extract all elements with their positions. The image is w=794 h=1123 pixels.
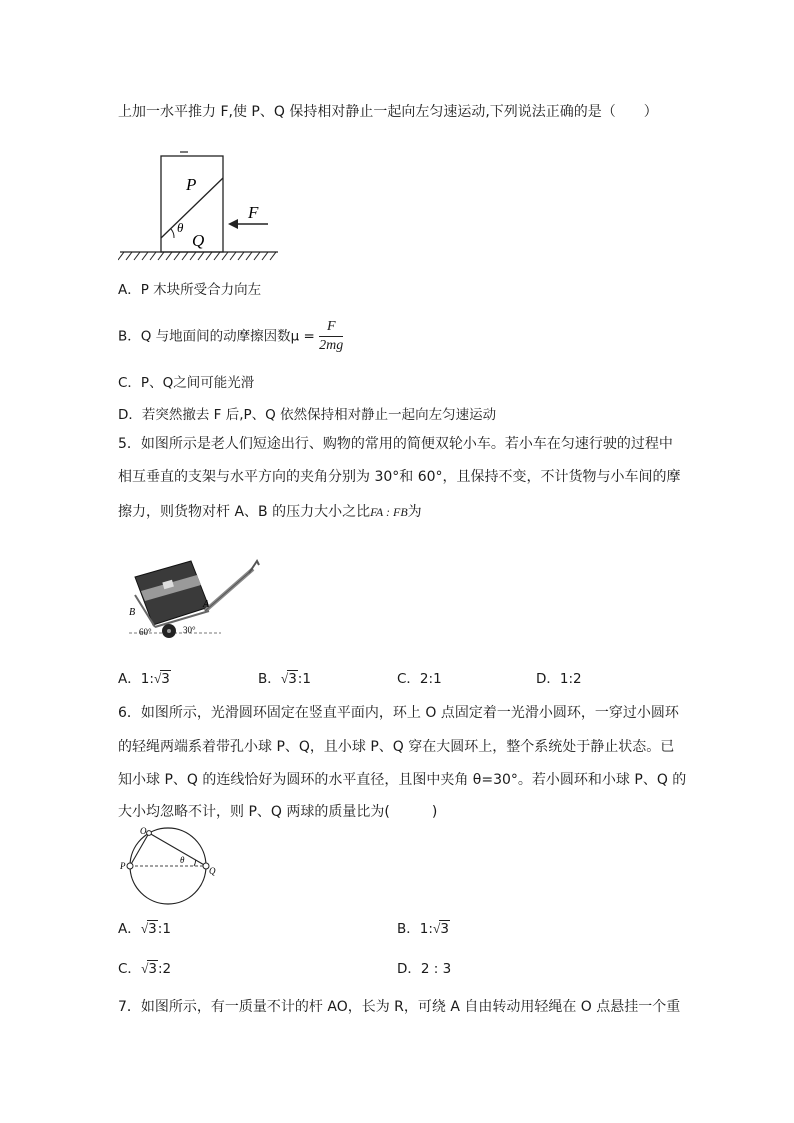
- q6-option-c-suffix: :2: [157, 961, 172, 977]
- q4-block-figure: [118, 148, 288, 266]
- q5-handle-rod-edge: [205, 569, 253, 611]
- q6-label-q: Q: [209, 866, 216, 876]
- q5-option-a-prefix: A．1:: [118, 671, 154, 687]
- q6-option-a-radicand: 3: [148, 921, 157, 937]
- q6-rope-oq: [149, 833, 206, 866]
- q4-option-b-fraction: [319, 318, 343, 355]
- q6-small-ring-o: [147, 831, 152, 836]
- q4-label-f: F: [248, 203, 259, 222]
- q6-option-b-prefix: B．1:: [397, 921, 433, 937]
- q5-line-3: [118, 502, 422, 522]
- q4-option-b: [118, 318, 343, 355]
- q5-handle-grip: [249, 561, 259, 573]
- q4-label-q: Q: [192, 231, 205, 250]
- q4-force-arrowhead: [228, 219, 238, 229]
- q4-option-d: D．若突然撤去 F 后,P、Q 依然保持相对静止一起向左匀速运动: [118, 407, 497, 423]
- q4-option-b-denominator: 2mg: [319, 338, 344, 353]
- q6-option-c-radical: √: [140, 961, 149, 976]
- q5-label-a: A: [203, 599, 210, 610]
- q6-option-a: [118, 919, 171, 939]
- q4-ground-hatch: [118, 252, 276, 260]
- q5-option-a-radical: √: [153, 671, 162, 686]
- q5-trolley-figure: [125, 555, 265, 645]
- q6-ring-figure: [118, 826, 218, 908]
- q4-option-c: C．P、Q之间可能光滑: [118, 375, 255, 391]
- q6-label-theta: θ: [180, 855, 185, 865]
- q4-theta-arc: [171, 229, 174, 238]
- q5-label-b: B: [129, 607, 136, 618]
- q7-line-1: 7．如图所示，有一质量不计的杆 AO，长为 R，可绕 A 自由转动用轻绳在 O 点悬挂一个重: [118, 999, 681, 1015]
- q6-option-a-prefix: A．: [118, 921, 141, 937]
- q6-option-b-radical: √: [432, 921, 441, 936]
- q5-line-2: 相互垂直的支架与水平方向的夹角分别为 30°和 60°，且保持不变，不计货物与小车间的摩: [118, 469, 681, 485]
- q6-option-a-radical: √: [140, 921, 149, 936]
- q5-label-60: 60°: [139, 627, 152, 637]
- q6-label-o: O: [140, 826, 147, 836]
- q5-label-30: 30°: [183, 625, 196, 635]
- q5-option-b-radicand: 3: [288, 671, 297, 687]
- q6-option-b-radicand: 3: [440, 921, 449, 937]
- q5-option-b-suffix: :1: [297, 671, 311, 687]
- q6-line-4: 大小均忽略不计，则 P、Q 两球的质量比为( ): [118, 804, 438, 820]
- q6-option-c-radicand: 3: [148, 961, 157, 977]
- q6-option-d: D．2 : 3: [397, 961, 452, 977]
- q4-option-b-text: B．Q 与地面间的动摩擦因数μ =: [118, 328, 315, 345]
- q6-ball-p: [127, 863, 133, 869]
- q5-option-a-radicand: 3: [161, 671, 170, 687]
- q4-option-a: A．P 木块所受合力向左: [118, 282, 262, 298]
- q5-option-d: D．1:2: [536, 671, 582, 687]
- q5-line-1: 5．如图所示是老人们短途出行、购物的常用的简便双轮小车。若小车在匀速行驶的过程中: [118, 436, 673, 452]
- q4-label-p: P: [186, 175, 197, 194]
- q5-option-b-prefix: B．: [258, 671, 281, 687]
- q5-line-3-text: 擦力，则货物对杆 A、B 的压力大小之比: [118, 504, 371, 520]
- q6-option-c: [118, 959, 171, 979]
- q4-stem: 上加一水平推力 F,使 P、Q 保持相对静止一起向左匀速运动,下列说法正确的是（ ）: [118, 104, 658, 120]
- q5-option-c: C．2:1: [397, 671, 442, 687]
- q6-option-a-suffix: :1: [157, 921, 171, 937]
- q5-ratio: FA : FB: [370, 505, 408, 519]
- q5-option-b: [258, 669, 311, 689]
- q5-option-b-radical: √: [280, 671, 289, 686]
- q6-label-p: P: [120, 861, 126, 871]
- q6-line-2: 的轻绳两端系着带孔小球 P、Q，且小球 P、Q 穿在大圆环上，整个系统处于静止状态。已: [118, 739, 675, 755]
- q5-option-a: [118, 669, 171, 689]
- q4-label-theta: θ: [177, 220, 184, 235]
- q6-option-b: [397, 919, 450, 939]
- q6-line-1: 6．如图所示，光滑圆环固定在竖直平面内，环上 O 点固定着一光滑小圆环，一穿过小圆环: [118, 705, 679, 721]
- q6-theta-arc: [194, 860, 196, 866]
- q6-rope-po: [130, 833, 149, 866]
- q6-option-c-prefix: C．: [118, 961, 141, 977]
- q4-option-b-numerator: F: [319, 318, 343, 337]
- q5-wheel-hub: [167, 629, 171, 633]
- q5-line-3-suffix: 为: [407, 504, 422, 520]
- q6-line-3: 知小球 P、Q 的连线恰好为圆环的水平直径，且图中夹角 θ=30°。若小圆环和小球 P、Q 的: [118, 772, 687, 788]
